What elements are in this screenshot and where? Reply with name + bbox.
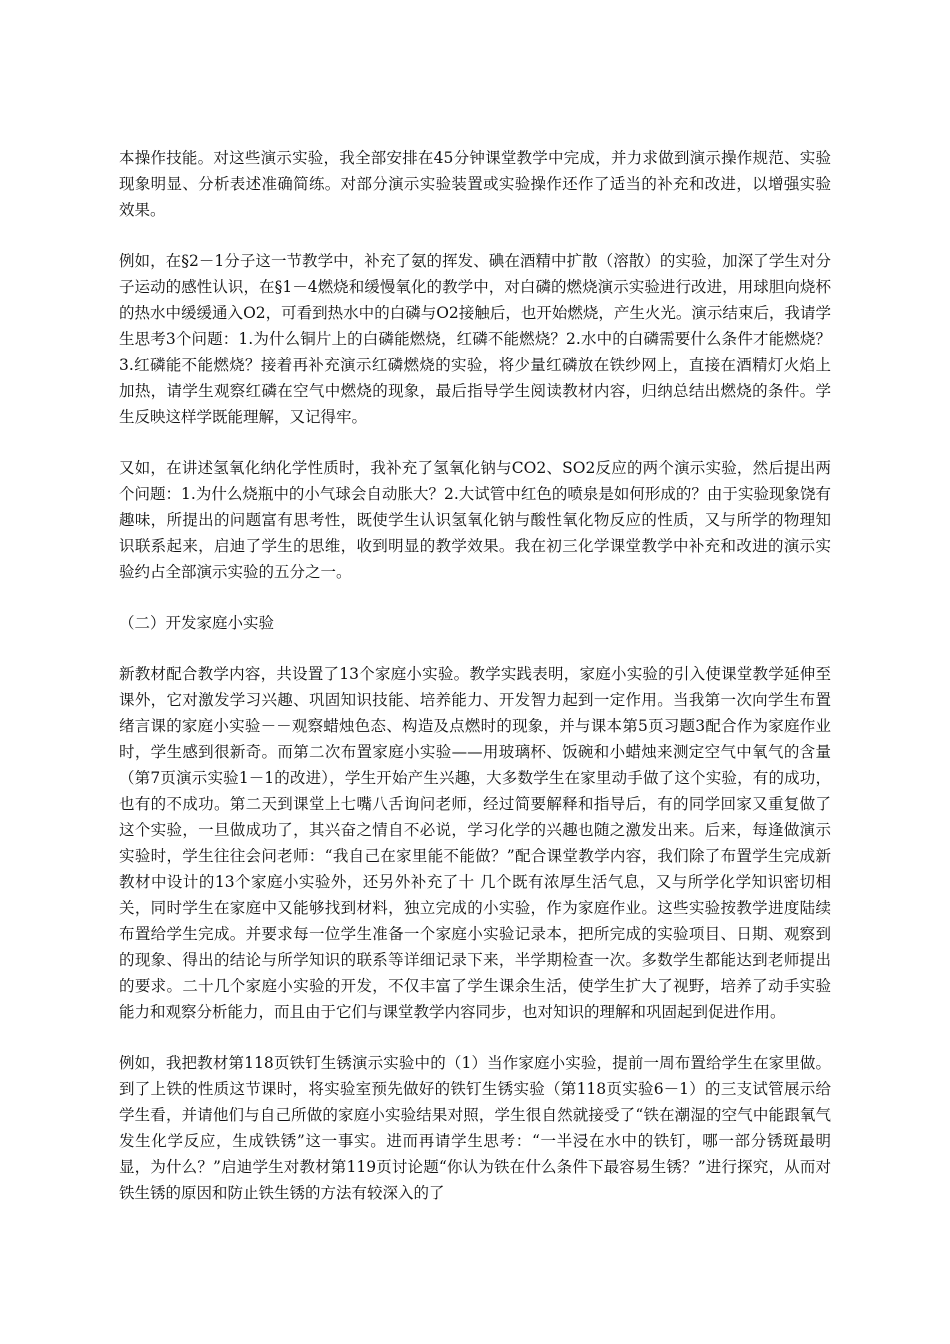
paragraph-1: 本操作技能。对这些演示实验，我全部安排在45分钟课堂教学中完成，并力求做到演示操作规范、实验现象明显、分析表述准确简练。对部分演示实验装置或实验操作还作了适当的补充和改进，以增强实验效果。: [119, 149, 831, 219]
paragraph-2: 例如，在§2－1分子这一节教学中，补充了氨的挥发、碘在酒精中扩散（溶散）的实验，加深了学生对分子运动的感性认识，在§1－4燃烧和缓慢氧化的教学中，对白磷的燃烧演示实验进行改进，用球胆向烧杯的热水中缓缓通入O2，可看到热水中的白磷与O2接触后，也开始燃烧，产生火光。演示结束后，我请学生思考3个问题：1.为什么铜片上的白磷能燃烧，红磷不能燃烧？2.水中的白磷需要什么条件才能燃烧？3.红磷能不能燃烧？接着再补充演示红磷燃烧的实验，将少量红磷放在铁纱网上，直接在酒精灯火焰上加热，请学生观察红磷在空气中燃烧的现象，最后指导学生阅读教材内容，归纳总结出燃烧的条件。学生反映这样学既能理解，又记得牢。: [119, 252, 831, 426]
paragraph-3: 又如，在讲述氢氧化纳化学性质时，我补充了氢氧化钠与CO2、SO2反应的两个演示实验，然后提出两个问题：1.为什么烧瓶中的小气球会自动胀大？2.大试管中红色的喷泉是如何形成的？由于实验现象饶有趣味，所提出的问题富有思考性，既使学生认识氢氧化钠与酸性氧化物反应的性质，又与所学的物理知识联系起来，启迪了学生的思维，收到明显的教学效果。我在初三化学课堂教学中补充和改进的演示实验约占全部演示实验的五分之一。: [119, 459, 831, 581]
paragraph-5: 例如，我把教材第118页铁钉生锈演示实验中的（1）当作家庭小实验，提前一周布置给学生在家里做。到了上铁的性质这节课时，将实验室预先做好的铁钉生锈实验（第118页实验6－1）的三支试管展示给学生看，并请他们与自己所做的家庭小实验结果对照，学生很自然就接受了“铁在潮湿的空气中能跟氧气发生化学反应，生成铁锈”这一事实。进而再请学生思考：“一半浸在水中的铁钉，哪一部分锈斑最明显，为什么？”启迪学生对教材第119页讨论题“你认为铁在什么条件下最容易生锈？”进行探究，从而对铁生锈的原因和防止铁生锈的方法有较深入的了: [119, 1054, 831, 1202]
document-body: [119, 145, 831, 1231]
section-heading: （二）开发家庭小实验: [119, 614, 275, 632]
paragraph-4: 新教材配合教学内容，共设置了13个家庭小实验。教学实践表明，家庭小实验的引入使课堂教学延伸至课外，它对激发学习兴趣、巩固知识技能、培养能力、开发智力起到一定作用。当我第一次向学生布置绪言课的家庭小实验－－观察蜡烛色态、构造及点燃时的现象，并与课本第5页习题3配合作为家庭作业时，学生感到很新奇。而第二次布置家庭小实验——用玻璃杯、饭碗和小蜡烛来测定空气中氧气的含量（第7页演示实验1－1的改进），学生开始产生兴趣，大多数学生在家里动手做了这个实验，有的成功，也有的不成功。第二天到课堂上七嘴八舌询问老师，经过简要解释和指导后，有的同学回家又重复做了这个实验，一旦做成功了，其兴奋之情自不必说，学习化学的兴趣也随之激发出来。后来，每逢做演示实验时，学生往往会问老师：“我自己在家里能不能做？”配合课堂教学内容，我们除了布置学生完成新教材中设计的13个家庭小实验外，还另外补充了十 几个既有浓厚生活气息，又与所学化学知识密切相关，同时学生在家庭中又能够找到材料，独立完成的小实验，作为家庭作业。这些实验按教学进度陆续布置给学生完成。并要求每一位学生准备一个家庭小实验记录本，把所完成的实验项目、日期、观察到的现象、得出的结论与所学知识的联系等详细记录下来，半学期检查一次。多数学生都能达到老师提出的要求。二十几个家庭小实验的开发，不仅丰富了学生课余生活，使学生扩大了视野，培养了动手实验能力和观察分析能力，而且由于它们与课堂教学内容同步，也对知识的理解和巩固起到促进作用。: [119, 665, 831, 1021]
